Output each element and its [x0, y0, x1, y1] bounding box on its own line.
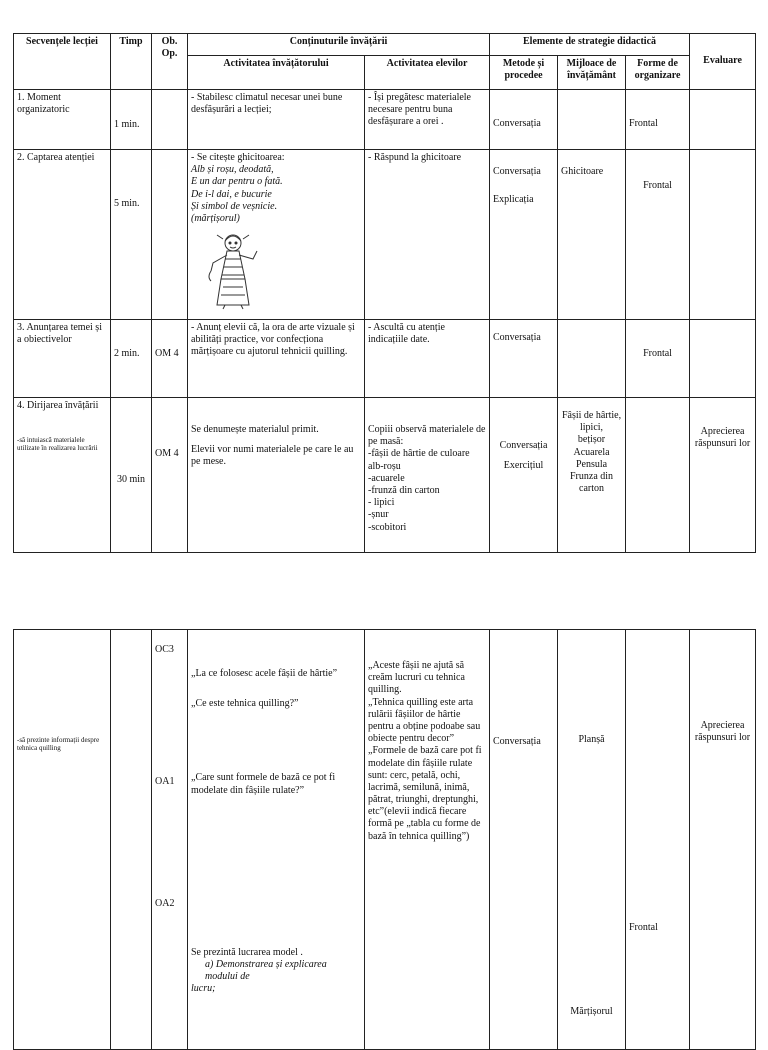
act-elev-line: - lipici — [368, 497, 395, 509]
metoda-exercitiul: Exercițiul — [503, 460, 544, 472]
act-elev-line: -frunză din carton — [368, 484, 440, 496]
activitatea-elevilor-cell — [365, 630, 490, 1050]
metode-cell: Conversația — [490, 90, 558, 150]
table-row — [14, 398, 756, 553]
activitatea-elevilor-cell: - Răspund la ghicitoare — [365, 150, 490, 320]
model-intro: Se prezintă lucrarea model . — [191, 946, 303, 958]
mijloc-item: Fâșii de hârtie, — [561, 410, 622, 421]
mijloc-item: lipici, — [579, 422, 604, 434]
forme-cell: Frontal — [626, 320, 690, 398]
table-row — [14, 320, 756, 398]
ob-op-cell: OM 4 — [152, 398, 188, 553]
metode-cell — [490, 150, 558, 320]
mijloc-item: Pensula — [575, 458, 608, 470]
mijloc-martisor: Mărțișorul — [570, 1006, 613, 1018]
header-activitatea-elevilor: Activitatea elevilor — [365, 56, 490, 90]
act-inv-line: Se denumește materialul primit. — [191, 424, 319, 435]
header-forme: Forme de organizare — [626, 56, 690, 90]
secventa-cell: 2. Captarea atenției — [14, 150, 111, 320]
mijloace-cell — [558, 398, 626, 553]
table-row — [14, 150, 756, 320]
activitatea-invatatorului-cell — [188, 150, 365, 320]
ob-op-cell — [152, 630, 188, 1050]
riddle-intro: - Se citește ghicitoarea: — [191, 152, 285, 163]
secventa-cell: 3. Anunțarea temei și a obiectivelor — [14, 320, 111, 398]
act-elev-line: -șnur — [368, 509, 389, 521]
header-ob-op: Ob. Op. — [152, 34, 188, 90]
teacher-question: „Ce este tehnica quilling?” — [191, 698, 299, 710]
forme-cell: Frontal — [626, 630, 690, 1050]
act-elev-line: -acuarele — [368, 472, 405, 484]
riddle-line: Alb și roșu, deodată, — [191, 164, 274, 176]
act-elev-line: Copiii observă materialele de pe masă: — [368, 424, 486, 448]
table-row — [14, 630, 756, 1050]
evaluare-cell: Aprecierea răspunsuri lor — [690, 398, 756, 553]
metode-cell — [490, 398, 558, 553]
lesson-plan-table-continued — [13, 629, 756, 1050]
objective-code: OA1 — [155, 776, 175, 788]
forme-cell: Frontal — [626, 90, 690, 150]
header-timp: Timp — [111, 34, 152, 90]
model-step-a: a) Demonstrarea și explicarea modului de — [205, 958, 327, 983]
mijloace-cell — [558, 320, 626, 398]
table-row — [14, 90, 756, 150]
header-mijloace: Mijloace de învățământ — [558, 56, 626, 90]
model-step-a-cont: lucru; — [191, 983, 216, 995]
timp-cell: 5 min. — [111, 150, 152, 320]
metoda-explicatia: Explicația — [493, 194, 534, 206]
forme-cell: Frontal — [626, 150, 690, 320]
ob-op-cell — [152, 150, 188, 320]
metode-cell: Conversația — [490, 320, 558, 398]
riddle-line: E un dar pentru o fată. — [191, 176, 283, 188]
student-answer: „Formele de bază care pot fi modelate din fâșiile rulate sunt: cerc, petală, ochi, lacrimă, semilună, inimă, pătrat, triunghi, dreptunghi, etc”(elevii indică fiecare formă pe „tabla cu forme de bază în tehnica quilling”) — [368, 745, 482, 842]
activitatea-invatatorului-cell: - Stabilesc climatul necesar unei bune desfășurări a lecției; — [188, 90, 365, 150]
mijloc-item: bețișor — [577, 434, 606, 446]
timp-cell — [111, 630, 152, 1050]
student-answer: „Aceste fâșii ne ajută să creăm lucruri cu tehnica quilling. — [368, 660, 465, 696]
act-inv-line: Elevii vor numi materialele pe care le au pe mese. — [191, 444, 354, 468]
activitatea-elevilor-cell: - Își pregătesc materialele necesare pentru buna desfășurare a orei . — [365, 90, 490, 150]
secventa-cell — [14, 398, 111, 553]
secventa-cell: -să prezinte informații despre tehnica quilling — [14, 630, 111, 1050]
mijloc-plansa: Planșă — [578, 734, 605, 745]
header-activitatea-invatatorului: Activitatea învățătorului — [188, 56, 365, 90]
timp-cell: 30 min — [111, 398, 152, 553]
objective-code: OA2 — [155, 898, 175, 910]
secventa-title: 4. Dirijarea învățării — [17, 400, 99, 411]
mijloace-cell: Ghicitoare — [558, 150, 626, 320]
riddle-answer: (mărțișorul) — [191, 212, 240, 224]
teacher-question: „Care sunt formele de bază ce pot fi modelate din fâșiile rulate?” — [191, 772, 336, 796]
activitatea-elevilor-cell — [365, 398, 490, 553]
activitatea-elevilor-cell: - Ascultă cu atenție indicațiile date. — [365, 320, 490, 398]
activitatea-invatatorului-cell: - Anunț elevii că, la ora de arte vizuale și abilități practice, vor confecționa mărțișoare cu ajutorul tehnicii quilling. — [188, 320, 365, 398]
mijloc-item: Acuarela — [573, 446, 610, 458]
metoda-conversatia: Conversația — [493, 166, 541, 177]
activitatea-invatatorului-cell — [188, 398, 365, 553]
riddle-line: De i-l dai, e bucurie — [191, 188, 272, 200]
activitatea-invatatorului-cell — [188, 630, 365, 1050]
header-continuturi: Conținuturile învățării — [188, 34, 490, 56]
evaluare-cell — [690, 150, 756, 320]
martisor-doll-illustration — [203, 229, 263, 311]
ob-op-cell: OM 4 — [152, 320, 188, 398]
mijloc-item: Frunza din carton — [569, 470, 614, 495]
riddle-line: Și simbol de veșnicie. — [191, 200, 278, 212]
evaluare-cell — [690, 320, 756, 398]
timp-cell: 1 min. — [111, 90, 152, 150]
teacher-question: „La ce folosesc acele fâșii de hârtie” — [191, 668, 338, 679]
metoda-conversatia: Conversația — [499, 440, 548, 451]
header-secvente: Secvențele lecției — [14, 34, 111, 90]
header-elemente-strategie: Elemente de strategie didactică — [490, 34, 690, 56]
objective-code: OC3 — [155, 644, 174, 655]
lesson-plan-table-top — [13, 33, 756, 553]
student-answer: „Tehnica quilling este arta rulării fâșiilor de hârtie pentru a obține podoabe sau obiecte pentru decor” — [368, 696, 481, 745]
act-elev-line: -scobitori — [368, 521, 407, 533]
act-elev-line: -fâșii de hârtie de culoare alb-roșu — [368, 448, 470, 472]
evaluare-cell: Aprecierea răspunsuri lor — [690, 630, 756, 1050]
forme-cell — [626, 398, 690, 553]
timp-cell: 2 min. — [111, 320, 152, 398]
header-metode: Metode și procedee — [490, 56, 558, 90]
metode-cell: Conversația — [490, 630, 558, 1050]
header-evaluare: Evaluare — [690, 34, 756, 90]
secventa-cell: 1. Moment organizatoric — [14, 90, 111, 150]
ob-op-cell — [152, 90, 188, 150]
mijloace-cell — [558, 630, 626, 1050]
evaluare-cell — [690, 90, 756, 150]
mijloace-cell — [558, 90, 626, 150]
secventa-objective: -să intuiască materialele utilizate în realizarea lucrării — [17, 436, 98, 453]
